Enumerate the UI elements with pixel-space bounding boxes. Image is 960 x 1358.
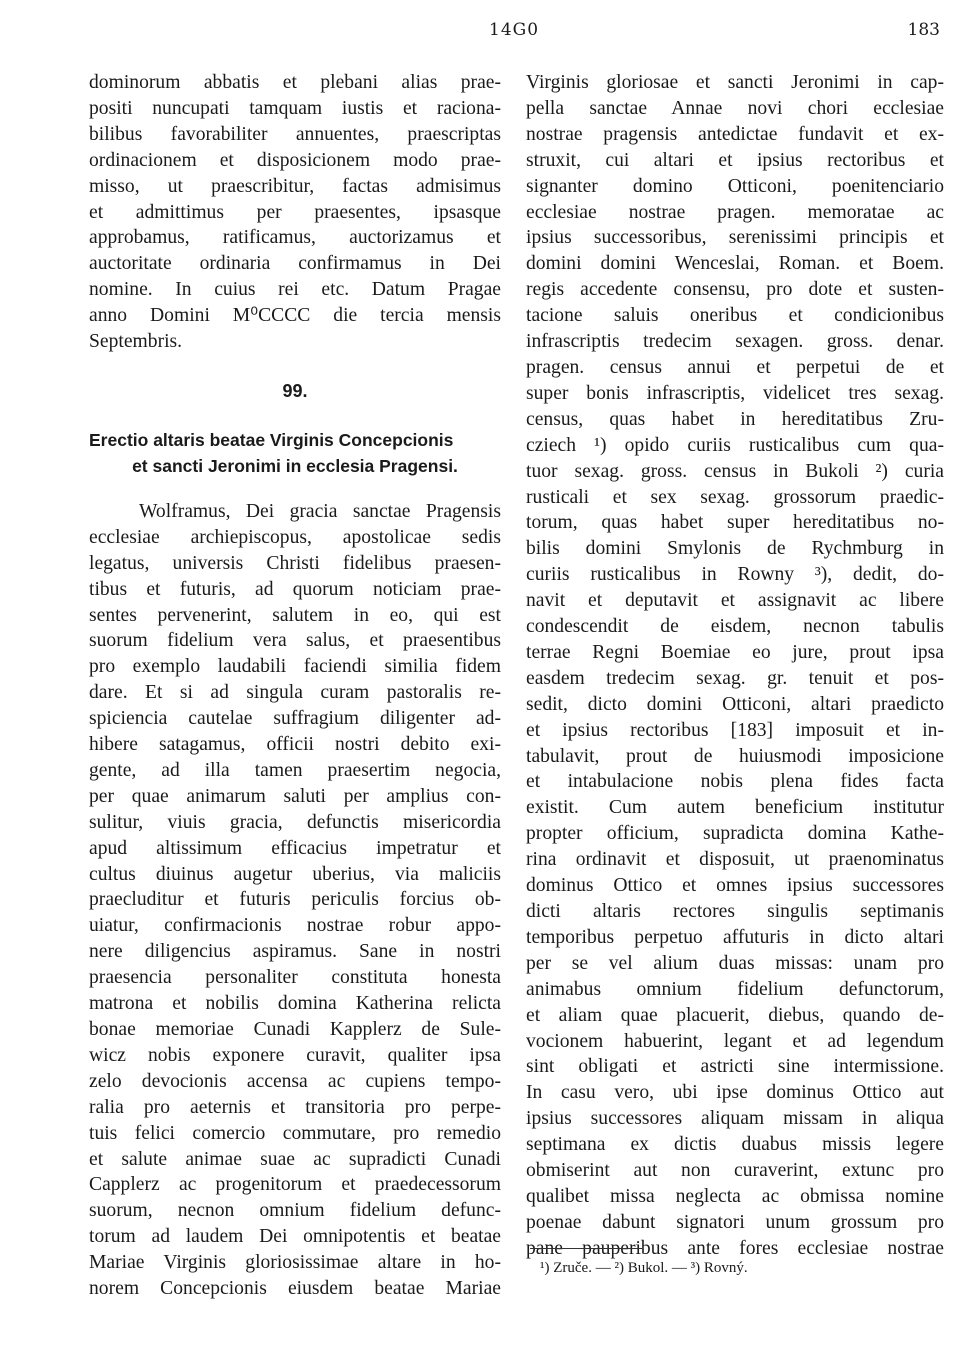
text-line: Septembris. [89, 331, 183, 353]
text-line: praecluditur et futuris periculis forcius ob- [89, 889, 501, 911]
text-line: wicz nobis exponere curavit, qualiter ipsa [89, 1044, 501, 1066]
text-line: apud altissimum efficacius impetratur et [89, 837, 501, 859]
text-line: navit et deputavit et assignavit ac libere [526, 590, 944, 612]
text-line: census, quas habet in hereditatibus Zru- [526, 408, 944, 430]
text-line: et intabulacione nobis plena fides facta [526, 771, 944, 793]
text-line: sint obligati et astricti sine intermissione. [526, 1056, 944, 1078]
text-line: et ipsius rectoribus [183] imposuit et in- [526, 719, 944, 741]
text-line: et admittimus per praesentes, ipsasque [89, 201, 501, 223]
text-line: suorum, necnon omnium fidelium defunc- [89, 1200, 501, 1222]
text-line: bonae memoriae Cunadi Kapplerz de Sule- [89, 1019, 501, 1040]
text-line: nomine. In cuius rei etc. Datum Pragae [89, 279, 501, 301]
text-line: positi nuncupati tamquam iustis et raciona- [89, 97, 501, 119]
text-line: sulitur, viuis gracia, defunctis misericordia [89, 811, 501, 833]
text-line: sentes pervenerint, salutem in eo, qui est [89, 604, 501, 626]
text-line: et aliam quae placuerit, diebus, quando de- [526, 1004, 944, 1026]
text-line: approbamus, ratificamus, auctorizamus et [89, 227, 501, 249]
document-heading-line-1: Erectio altaris beatae Virginis Concepcionis [89, 429, 454, 450]
text-line: pane pauperibus ante fores ecclesiae nostrae [526, 1237, 944, 1259]
footnote-rule [530, 1248, 642, 1249]
text-line: condescendit de eisdem, necnon tabulis [526, 616, 944, 638]
text-line: vocionem habuerint, legant et ad legendum [526, 1030, 944, 1052]
text-line: ecclesiae nostrae pragen. memoratae ac [526, 201, 944, 223]
text-line: tacione saluis oneribus et condicionibus [526, 305, 944, 327]
text-line: struxit, cui altari et ipsius rectoribus et [526, 149, 944, 171]
text-line: sedit, dicto domini Otticoni, altari praedicto [526, 693, 944, 715]
document-number: 99. [282, 380, 308, 401]
text-line: dicti altaris rectores singulis septimanis [526, 901, 944, 922]
text-line: anno Domini M⁰CCCC die tercia mensis [89, 305, 501, 327]
text-line: terrae Regni Boemiae eo jure, prout ipsa [526, 641, 944, 663]
text-line: dare. Et si ad singula curam pastoralis re- [89, 682, 501, 704]
text-line: temporibus perpetuo affuturis in dicto altari [526, 926, 944, 948]
text-line: dominorum abbatis et plebani alias prae- [89, 72, 501, 93]
page-year: 14G0 [489, 20, 540, 40]
text-line: curiis rusticalibus in Rowny ³), dedit, do- [526, 564, 944, 586]
text-line: uiatur, confirmacionis nostrae robur appo- [89, 915, 501, 937]
text-line: per quae animarum saluti per amplius con- [89, 785, 501, 807]
text-line: praesencia personaliter constituta honesta [89, 967, 501, 989]
text-line: pro exemplo laudabili faciendi similia fidem [89, 656, 501, 678]
text-line: regis accedente consensu, pro dote et susten- [526, 279, 944, 301]
text-line: cultus diuinus augetur uberius, via maliciis [89, 863, 501, 885]
page-header [0, 20, 960, 46]
text-line: ipsius successoribus, serenissimi principis et [526, 227, 944, 249]
text-line: ralia pro aeternis et transitoria pro perpe- [89, 1096, 501, 1118]
text-line: tuor sexag. gross. census in Bukoli ²) curia [526, 460, 944, 482]
text-line: nere diligencius aspiramus. Sane in nostri [89, 941, 501, 963]
text-line: zelo devocionis accensa ac cupiens tempo- [89, 1070, 501, 1092]
text-line: tabulavit, prout de huiusmodi imposicione [526, 745, 944, 767]
page-number: 183 [907, 20, 940, 40]
text-line: ordinacionem et disposicionem modo prae- [89, 149, 501, 171]
text-line: et salute animae suae ac supradicti Cunadi [89, 1148, 501, 1170]
text-line: per se vel alium duas missas: unam pro [526, 952, 944, 974]
left-column [89, 70, 501, 1302]
text-line: cziech ¹) opido curiis rusticalibus cum qua- [526, 434, 944, 456]
text-line: auctoritate ordinaria confirmamus in Dei [89, 253, 501, 275]
text-line: misso, ut praescribitur, factas admisimus [89, 175, 501, 197]
text-line: legatus, universis Christi fidelibus praesen- [89, 552, 501, 574]
text-line: Virginis gloriosae et sancti Jeronimi in cap- [526, 72, 944, 93]
text-line: qualibet missa neglecta ac obmissa nomine [526, 1185, 944, 1207]
text-line: tibus et futuris, ad quorum noticiam prae- [89, 578, 501, 600]
text-line: spiciencia cautelae suffragium diligenter ad- [89, 708, 501, 730]
text-line: In casu vero, ubi ipse dominus Ottico aut [526, 1082, 944, 1104]
text-line: rusticali et sex sexag. grossorum praedic- [526, 486, 944, 508]
text-line: tuis felici comercio commutare, pro remedio [89, 1122, 501, 1144]
text-line: domini domini Wenceslai, Roman. et Boem. [526, 253, 944, 275]
text-line: obmiserint aut non curaverint, extunc pro [526, 1160, 944, 1182]
text-line: pella sanctae Annae novi chori ecclesiae [526, 97, 944, 119]
text-line: matrona et nobilis domina Katherina relicta [89, 993, 501, 1015]
document-heading-line-2: et sancti Jeronimi in ecclesia Pragensi. [132, 455, 458, 476]
text-line: pragen. census annui et perpetui de et [526, 356, 944, 378]
text-line: Wolframus, Dei gracia sanctae Pragensis [139, 500, 501, 522]
text-line: super bonis infrascriptis, videlicet tres sexag. [526, 382, 944, 404]
text-line: poenae dabunt signatori unum grossum pro [526, 1211, 944, 1233]
footnotes: ¹) Zruče. — ²) Bukol. — ³) Rovný. [540, 1260, 748, 1276]
text-line: infrascriptis tredecim sexagen. gross. denar. [526, 331, 944, 353]
text-line: signanter domino Otticoni, poenitenciario [526, 175, 944, 197]
text-line: nostrae pragensis antedictae fundavit et ex- [526, 123, 944, 145]
text-line: torum ad laudem Dei omnipotentis et beatae [89, 1226, 501, 1248]
text-line: Mariae Virginis gloriosissimae altare in ho- [89, 1252, 501, 1274]
right-column [526, 70, 944, 1262]
text-line: norem Concepcionis eiusdem beatae Mariae [89, 1278, 501, 1300]
text-line: existit. Cum autem beneficium institutur [526, 797, 944, 819]
text-line: torum, quas habet super hereditatibus no- [526, 512, 944, 534]
text-line: ecclesiae archiepiscopus, apostolicae sedis [89, 526, 501, 548]
text-line: gente, ad illa tamen praesertim negocia, [89, 759, 501, 781]
text-line: dominus Ottico et omnes ipsius successores [526, 875, 944, 897]
text-line: hibere satagamus, officii nostri debito exi- [89, 734, 501, 756]
text-line: easdem tredecim sexag. gr. tenuit et pos- [526, 667, 944, 689]
text-line: suorum fidelium vera salus, et praesentibus [89, 630, 501, 652]
text-line: animabus omnium fidelium defunctorum, [526, 978, 944, 1000]
text-line: Capplerz ac progenitorum et praedecessorum [89, 1174, 501, 1196]
text-line: septimana ex dictis duabus missis legere [526, 1134, 944, 1156]
text-line: propter officium, supradicta domina Kathe- [526, 823, 944, 845]
text-line: rina ordinavit et disposuit, ut praenominatus [526, 849, 944, 871]
text-line: ipsius successores aliquam missam in aliqua [526, 1108, 944, 1130]
text-line: bilis domini Smylonis de Rychmburg in [526, 538, 944, 560]
text-line: bilibus favorabiliter annuentes, praescriptas [89, 123, 501, 145]
